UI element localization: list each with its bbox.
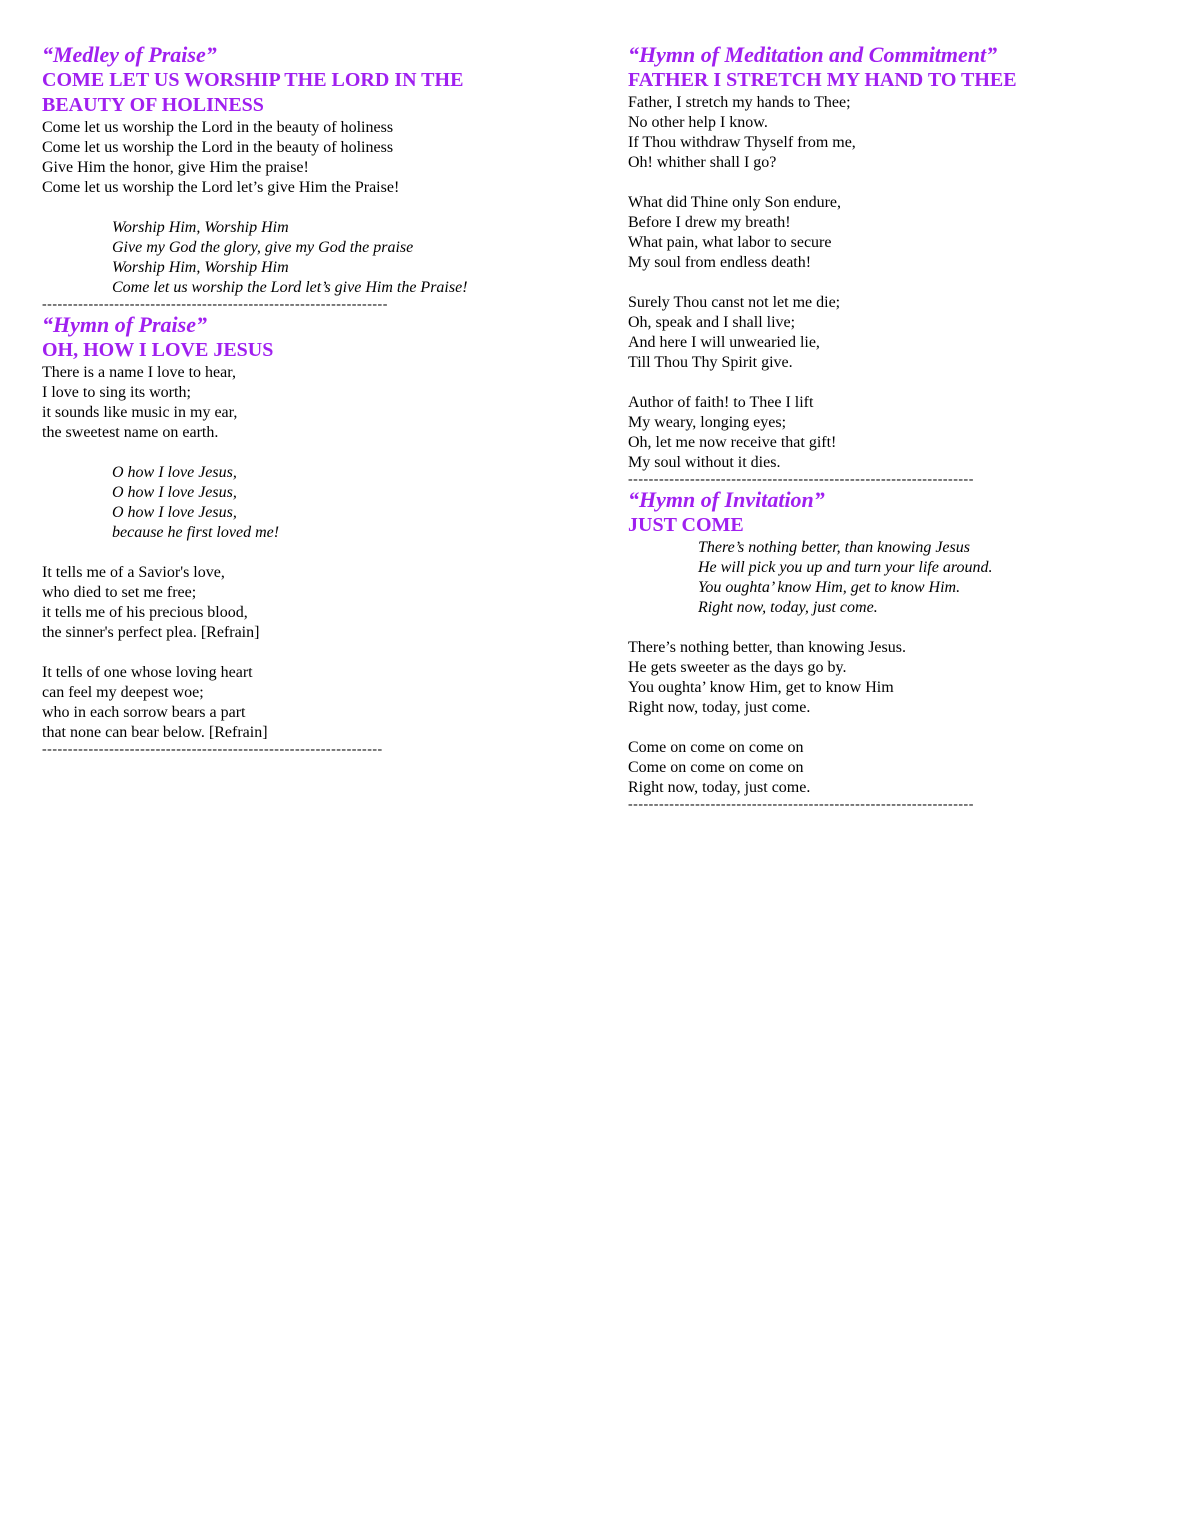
verse <box>628 738 1148 798</box>
lyric-line: Father, I stretch my hands to Thee; <box>628 94 851 111</box>
verse <box>628 293 1148 373</box>
section-divider: ------------------------------------------------------------------ <box>42 742 383 757</box>
lyric-line: I love to sing its worth; <box>42 384 191 401</box>
lyric-line: Give Him the honor, give Him the praise! <box>42 159 309 176</box>
refrain-line: There’s nothing better, than knowing Jesus <box>698 539 970 556</box>
lyric-line: Before I drew my breath! <box>628 214 791 231</box>
song-title-continued: BEAUTY OF HOLINESS <box>42 94 264 116</box>
refrain-line: Give my God the glory, give my God the praise <box>112 239 414 256</box>
section-type: “Hymn of Invitation” <box>628 487 825 512</box>
lyric-line: My soul without it dies. <box>628 454 781 471</box>
lyric-line: it sounds like music in my ear, <box>42 404 238 421</box>
lyric-line: My soul from endless death! <box>628 254 812 271</box>
refrain <box>628 538 1148 618</box>
lyric-line: Surely Thou canst not let me die; <box>628 294 841 311</box>
lyric-line: the sweetest name on earth. <box>42 424 219 441</box>
lyric-line: There’s nothing better, than knowing Jesus. <box>628 639 906 656</box>
refrain-line: because he first loved me! <box>112 524 280 541</box>
section-divider: ------------------------------------------------------------------- <box>628 472 974 487</box>
refrain-line: You oughta’ know Him, get to know Him. <box>698 579 961 596</box>
lyric-line: There is a name I love to hear, <box>42 364 236 381</box>
lyric-line: Right now, today, just come. <box>628 779 811 796</box>
verse <box>42 118 582 198</box>
lyric-line: What pain, what labor to secure <box>628 234 832 251</box>
section-type: “Hymn of Meditation and Commitment” <box>628 42 998 67</box>
lyric-line: No other help I know. <box>628 114 768 131</box>
verse <box>42 563 582 643</box>
lyric-line: Till Thou Thy Spirit give. <box>628 354 793 371</box>
section-divider: ------------------------------------------------------------------- <box>628 797 974 812</box>
lyric-line: who died to set me free; <box>42 584 197 601</box>
lyric-line: He gets sweeter as the days go by. <box>628 659 847 676</box>
lyric-line: that none can bear below. [Refrain] <box>42 724 268 741</box>
verse <box>628 193 1148 273</box>
song-title: OH, HOW I LOVE JESUS <box>42 339 274 361</box>
refrain-line: Right now, today, just come. <box>698 599 878 616</box>
lyric-line: If Thou withdraw Thyself from me, <box>628 134 856 151</box>
song-title: JUST COME <box>628 514 744 536</box>
verse <box>42 663 582 743</box>
lyric-line: who in each sorrow bears a part <box>42 704 246 721</box>
lyric-line: Come let us worship the Lord in the beauty of holiness <box>42 139 394 156</box>
section-hymn-of-praise <box>42 312 582 757</box>
lyric-line: Come let us worship the Lord in the beauty of holiness <box>42 119 394 136</box>
verse <box>628 93 1148 173</box>
lyric-line: You oughta’ know Him, get to know Him <box>628 679 894 696</box>
refrain-line: He will pick you up and turn your life around. <box>698 559 993 576</box>
lyric-line: can feel my deepest woe; <box>42 684 204 701</box>
verse <box>42 363 582 443</box>
verse <box>628 638 1148 718</box>
lyric-line: What did Thine only Son endure, <box>628 194 841 211</box>
verse <box>628 393 1148 473</box>
section-hymn-of-meditation <box>628 42 1148 487</box>
lyric-line: it tells me of his precious blood, <box>42 604 248 621</box>
lyric-line: Oh, speak and I shall live; <box>628 314 796 331</box>
section-hymn-of-invitation <box>628 487 1148 812</box>
refrain-line: O how I love Jesus, <box>112 484 237 501</box>
refrain-line: Worship Him, Worship Him <box>112 219 289 236</box>
song-title: COME LET US WORSHIP THE LORD IN THE <box>42 69 464 91</box>
refrain <box>42 218 582 298</box>
section-medley-of-praise <box>42 42 582 312</box>
lyric-line: Author of faith! to Thee I lift <box>628 394 814 411</box>
song-title: FATHER I STRETCH MY HAND TO THEE <box>628 69 1017 91</box>
refrain-line: Come let us worship the Lord let’s give Him the Praise! <box>112 279 468 296</box>
lyric-line: It tells me of a Savior's love, <box>42 564 225 581</box>
section-type: “Medley of Praise” <box>42 42 217 67</box>
refrain-line: O how I love Jesus, <box>112 464 237 481</box>
refrain <box>42 463 582 543</box>
lyric-line: the sinner's perfect plea. [Refrain] <box>42 624 260 641</box>
lyric-line: Come on come on come on <box>628 759 804 776</box>
section-divider: ------------------------------------------------------------------- <box>42 297 388 312</box>
lyric-line: It tells of one whose loving heart <box>42 664 253 681</box>
lyric-line: Oh, let me now receive that gift! <box>628 434 837 451</box>
right-column <box>628 42 1148 812</box>
lyric-line: Come on come on come on <box>628 739 804 756</box>
section-type: “Hymn of Praise” <box>42 312 207 337</box>
refrain-line: O how I love Jesus, <box>112 504 237 521</box>
lyric-line: And here I will unwearied lie, <box>628 334 820 351</box>
left-column <box>42 42 582 757</box>
lyric-line: Right now, today, just come. <box>628 699 811 716</box>
lyric-line: Come let us worship the Lord let’s give Him the Praise! <box>42 179 400 196</box>
lyric-line: Oh! whither shall I go? <box>628 154 777 171</box>
lyric-line: My weary, longing eyes; <box>628 414 787 431</box>
refrain-line: Worship Him, Worship Him <box>112 259 289 276</box>
